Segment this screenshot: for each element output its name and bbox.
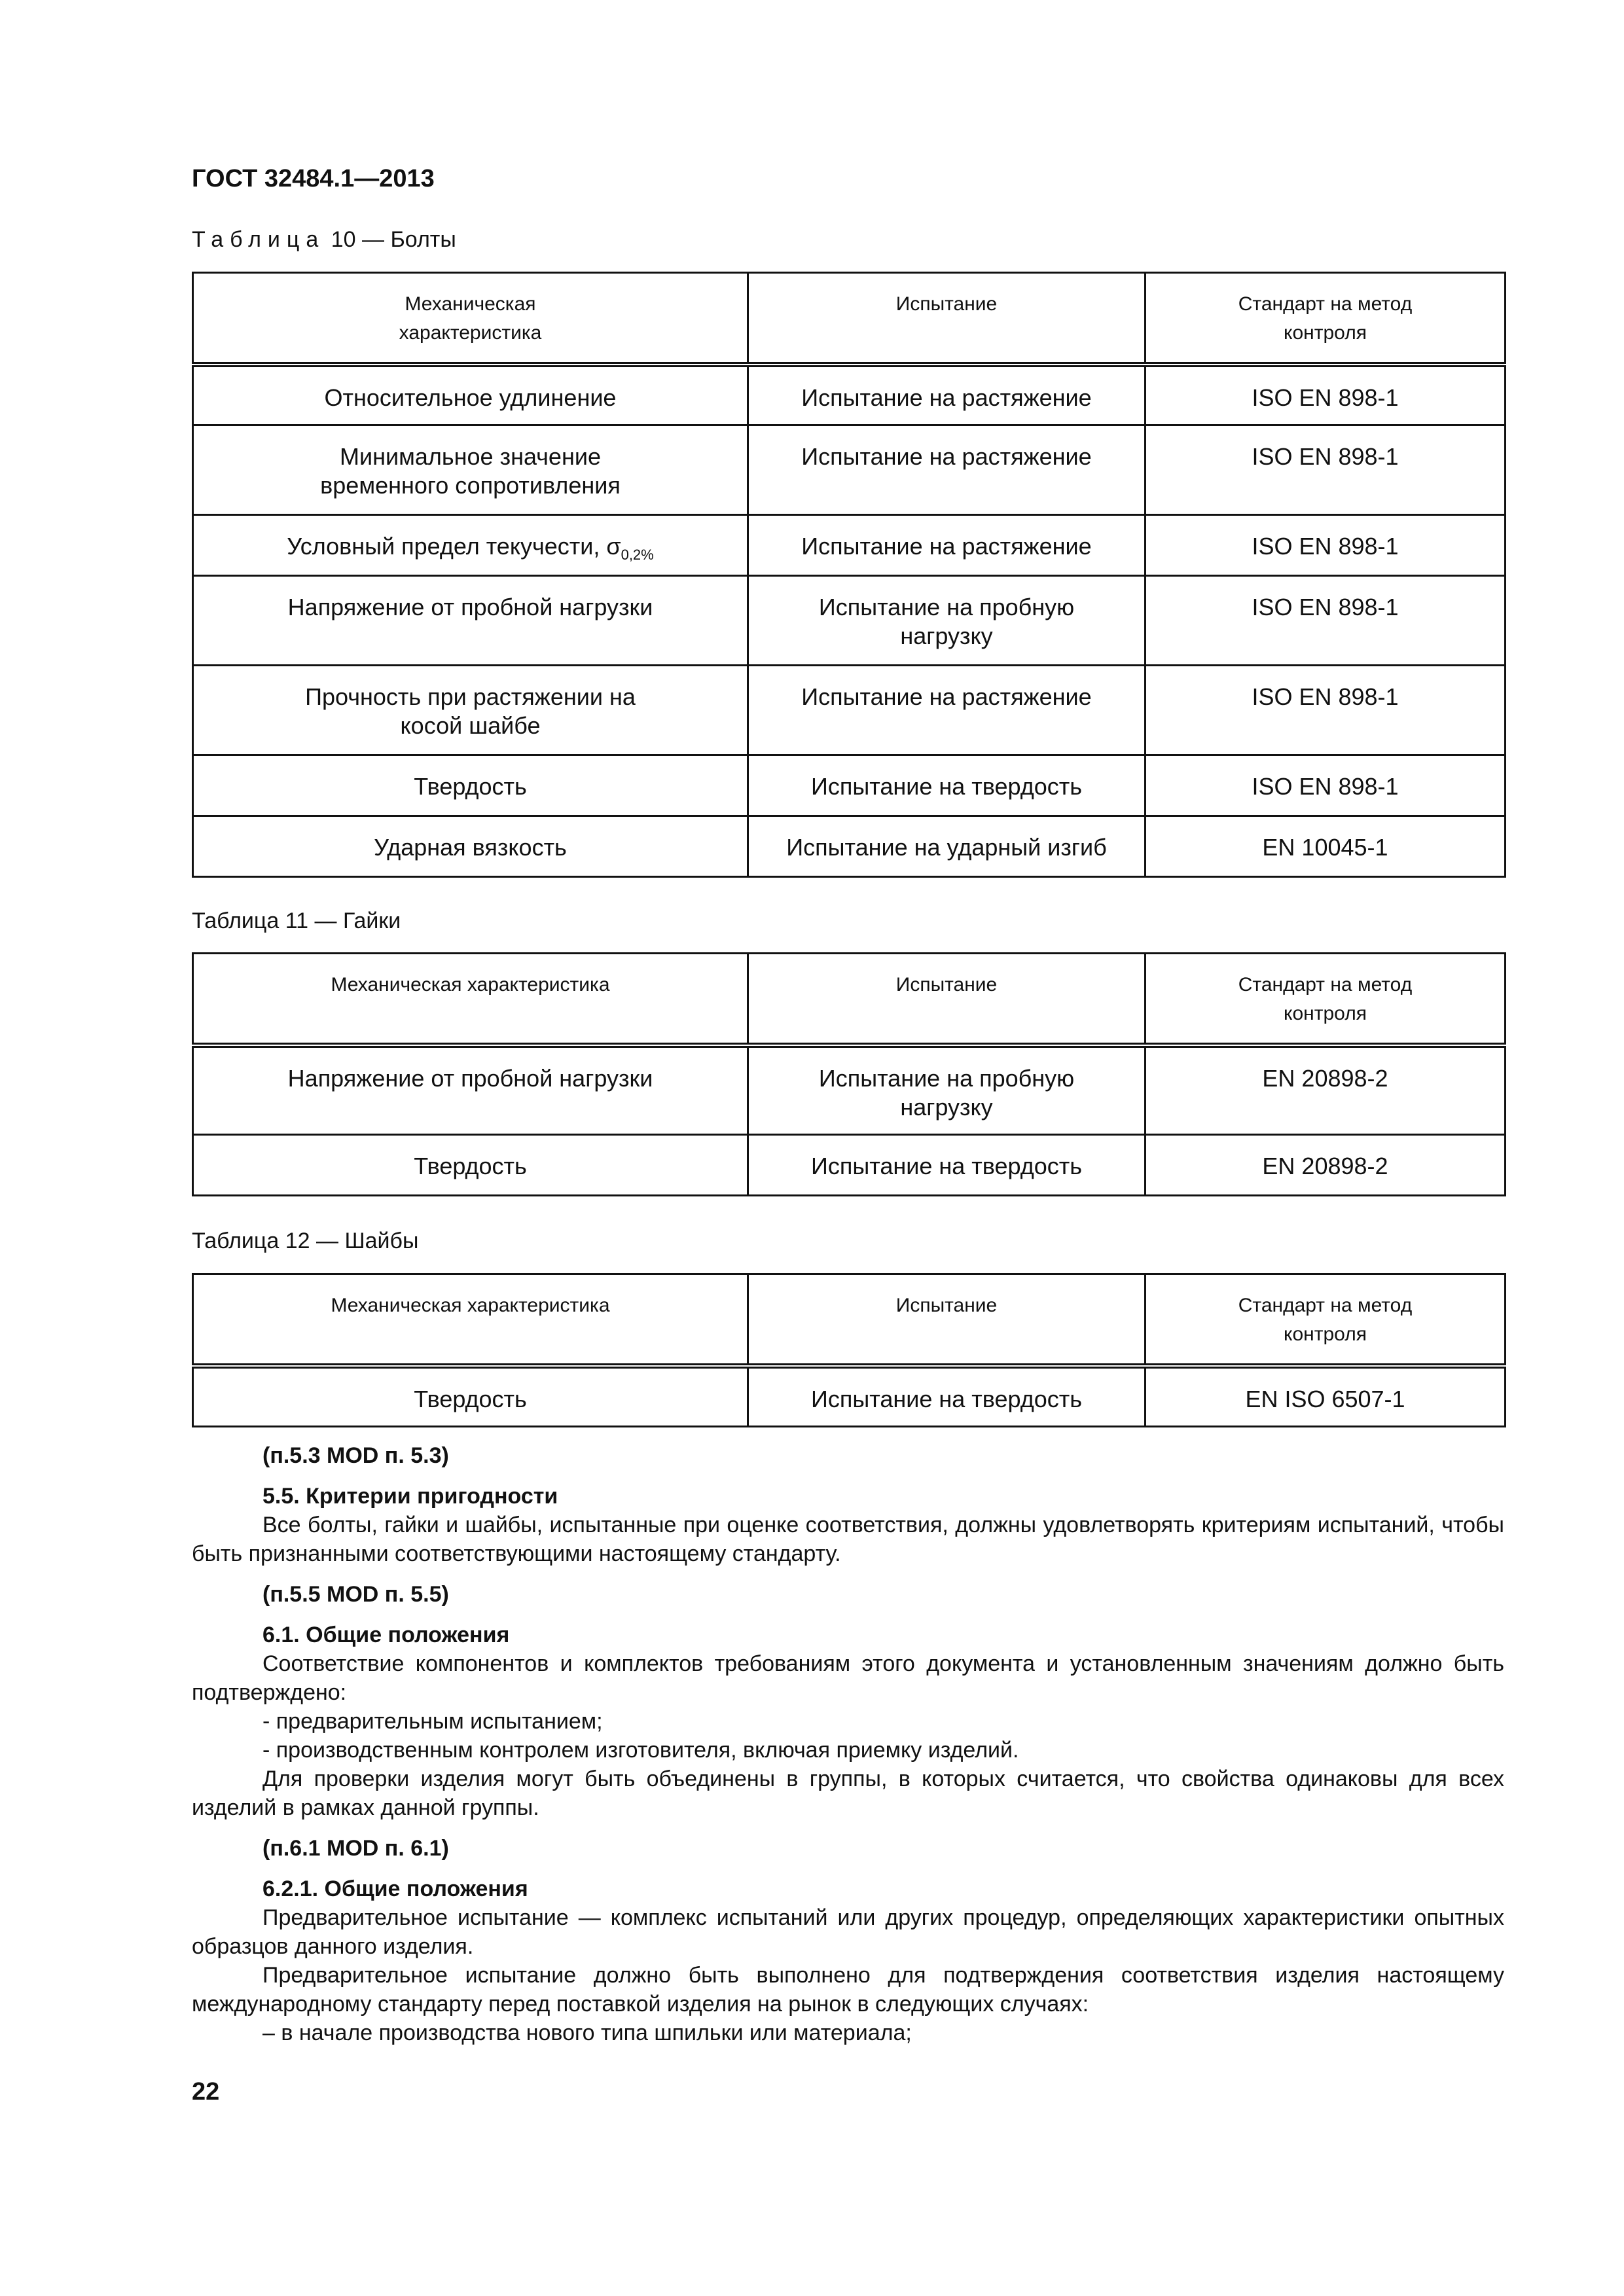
cell-property: Условный предел текучести, $\sigma_{0,2\%}$ [193,515,748,576]
cell-standard: EN 10045-1 [1146,816,1506,877]
table-caption-label: Таблица [192,227,325,252]
cell-standard: ISO EN 898-1 [1146,425,1506,515]
cell-property: Твердость [193,1366,748,1427]
cell-test: Испытание на ударный изгиб [748,816,1146,877]
cell-test: Испытание на растяжение [748,666,1146,755]
cell-standard: ISO EN 898-1 [1146,365,1506,425]
paragraph-6-2-1-definition: Предварительное испытание — комплекс испытаний или других процедур, определяющих характеристики опытных образцов данного изделия. [192,1905,1504,1959]
reference-5-5: (п.5.5 MOD п. 5.5) [262,1582,449,1607]
table-10-bolts [192,272,1506,878]
table-row [193,816,1506,877]
heading-6-2-1: 6.2.1. Общие положения [262,1876,528,1901]
list-item: - производственным контролем изготовителя, включая приемку изделий. [262,1738,1019,1763]
cell-standard: ISO EN 898-1 [1146,666,1506,755]
table-11-nuts [192,952,1506,1196]
body-text [192,1441,1504,2047]
table-row [193,755,1506,816]
cell-test: Испытание на пробную нагрузку [748,1045,1146,1135]
cell-property: Ударная вязкость [193,816,748,877]
cell-test: Испытание на твердость [748,1135,1146,1196]
cell-standard: EN 20898-2 [1146,1135,1506,1196]
cell-standard: ISO EN 898-1 [1146,576,1506,666]
paragraph-6-1-groups: Для проверки изделия могут быть объединены в группы, в которых считается, что свойства одинаковы для всех изделий в рамках данной группы. [192,1767,1504,1820]
column-header-property: Механическая характеристика [193,273,748,365]
paragraph-6-1: Соответствие компонентов и комплектов требованиям этого документа и установленным значениям должно быть подтверждено: [192,1651,1504,1705]
cell-test: Испытание на твердость [748,755,1146,816]
table-row [193,1366,1506,1427]
table-row [193,576,1506,666]
document-code: ГОСТ 32484.1—2013 [192,165,435,192]
column-header-standard: Стандарт на метод контроля [1146,954,1506,1045]
cell-test: Испытание на твердость [748,1366,1146,1427]
table-row [193,365,1506,425]
cell-standard: ISO EN 898-1 [1146,515,1506,576]
paragraph-5-5: Все болты, гайки и шайбы, испытанные при оценке соответствия, должны удовлетворять критериям испытаний, чтобы быть признанными соответствующими настоящему стандарту. [192,1513,1504,1566]
cell-test: Испытание на пробную нагрузку [748,576,1146,666]
cell-test: Испытание на растяжение [748,425,1146,515]
column-header-property: Механическая характеристика [193,1274,748,1366]
cell-property: Относительное удлинение [193,365,748,425]
cell-property: Напряжение от пробной нагрузки [193,576,748,666]
cell-test: Испытание на растяжение [748,365,1146,425]
column-header-property: Механическая характеристика [193,954,748,1045]
cell-property: Твердость [193,755,748,816]
cell-standard: EN 20898-2 [1146,1045,1506,1135]
list-item: – в начале производства нового типа шпильки или материала; [262,2020,912,2045]
heading-6-1: 6.1. Общие положения [262,1623,510,1647]
column-header-test: Испытание [748,1274,1146,1366]
column-header-test: Испытание [748,273,1146,365]
table-10-caption [192,227,456,253]
cell-property: Минимальное значение временного сопротивления [193,425,748,515]
table-header-row [193,273,1506,365]
table-row [193,515,1506,576]
table-12-caption: Таблица 12 — Шайбы [192,1229,419,1253]
table-header-row [193,954,1506,1045]
page-number: 22 [192,2078,220,2106]
heading-5-5: 5.5. Критерии пригодности [262,1484,558,1509]
reference-5-3: (п.5.3 MOD п. 5.3) [262,1443,449,1468]
table-row [193,1135,1506,1196]
paragraph-6-2-1-requirement: Предварительное испытание должно быть выполнено для подтверждения соответствия изделия настоящему международному стандарту перед поставкой изделия на рынок в следующих случаях: [192,1963,1504,2017]
cell-test: Испытание на растяжение [748,515,1146,576]
table-row [193,425,1506,515]
cell-property: Твердость [193,1135,748,1196]
column-header-standard: Стандарт на метод контроля [1146,1274,1506,1366]
table-11-caption: Таблица 11 — Гайки [192,908,401,933]
table-row [193,1045,1506,1135]
subscript: 0,2% [621,547,654,564]
cell-property: Напряжение от пробной нагрузки [193,1045,748,1135]
cell-standard: EN ISO 6507-1 [1146,1366,1506,1427]
table-row [193,666,1506,755]
table-caption-rest: 10 — Болты [325,227,456,252]
cell-standard: ISO EN 898-1 [1146,755,1506,816]
column-header-test: Испытание [748,954,1146,1045]
list-item: - предварительным испытанием; [262,1709,603,1734]
table-12-washers [192,1273,1506,1427]
table-header-row [193,1274,1506,1366]
column-header-standard: Стандарт на метод контроля [1146,273,1506,365]
reference-6-1: (п.6.1 MOD п. 6.1) [262,1836,449,1861]
cell-property: Прочность при растяжении на косой шайбе [193,666,748,755]
